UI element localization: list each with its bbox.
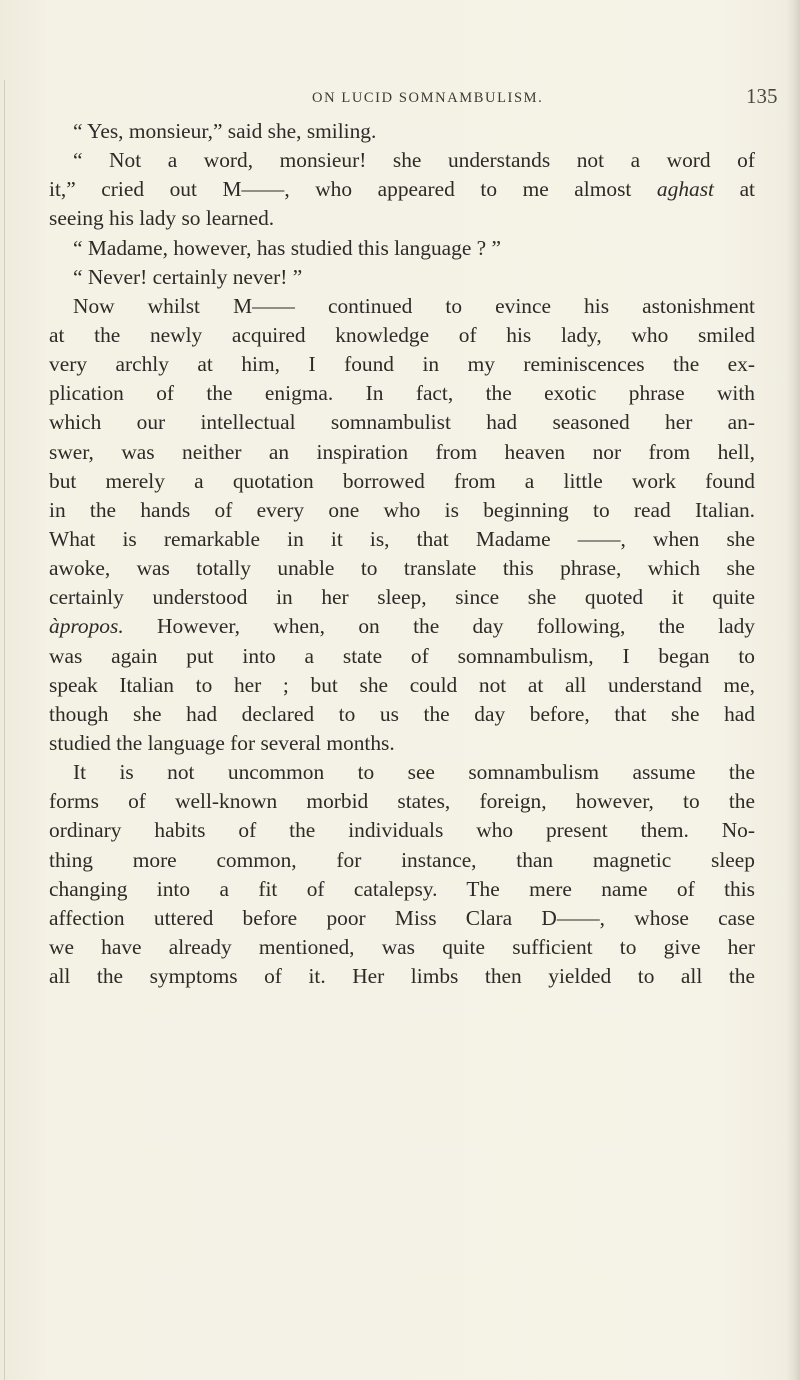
page-number: 135 xyxy=(746,84,778,108)
text-line: we have already mentioned, was quite sufficient to give her xyxy=(49,934,755,959)
page-edge-line xyxy=(4,80,5,1380)
text-line: affection uttered before poor Miss Clara D——, whose case xyxy=(49,905,755,930)
text-line: was again put into a state of somnambulism, I began to xyxy=(49,643,755,668)
text-line: “ Not a word, monsieur! she understands not a word of xyxy=(73,148,755,173)
italic-word: aghast xyxy=(656,177,714,202)
text-line: “ Never! certainly never! ” xyxy=(73,264,303,289)
text-line xyxy=(49,612,755,641)
text-line xyxy=(49,175,755,204)
body-text xyxy=(49,117,755,991)
italic-word: àpropos. xyxy=(49,614,124,639)
text-line: very archly at him, I found in my reminiscences the ex- xyxy=(49,352,755,377)
text-line: thing more common, for instance, than magnetic sleep xyxy=(49,847,755,872)
text-line: Now whilst M—— continued to evince his astonishment xyxy=(73,293,755,318)
text-span: at xyxy=(739,177,755,202)
text-line: all the symptoms of it. Her limbs then yielded to all the xyxy=(49,964,755,989)
text-line: changing into a fit of catalepsy. The mere name of this xyxy=(49,876,755,901)
text-line: at the newly acquired knowledge of his lady, who smiled xyxy=(49,322,755,347)
text-line: speak Italian to her ; but she could not at all understand me, xyxy=(49,672,755,697)
text-line: What is remarkable in it is, that Madame ——, when she xyxy=(49,526,755,551)
running-head: ON LUCID SOMNAMBULISM. xyxy=(312,90,544,106)
text-line: ordinary habits of the individuals who present them. No- xyxy=(49,818,755,843)
text-line: It is not uncommon to see somnambulism assume the xyxy=(73,760,755,785)
text-line: “ Yes, monsieur,” said she, smiling. xyxy=(73,119,377,143)
text-line: “ Madame, however, has studied this language ? ” xyxy=(73,235,502,260)
text-line: though she had declared to us the day before, that she had xyxy=(49,701,755,726)
page-edge-shadow xyxy=(786,0,800,1380)
text-line: certainly understood in her sleep, since she quoted it quite xyxy=(49,585,755,610)
text-line: but merely a quotation borrowed from a little work found xyxy=(49,468,755,493)
text-line: swer, was neither an inspiration from heaven nor from hell, xyxy=(49,439,755,464)
text-line: in the hands of every one who is beginning to read Italian. xyxy=(49,497,755,522)
text-line: forms of well-known morbid states, foreign, however, to the xyxy=(49,789,755,814)
text-line: seeing his lady so learned. xyxy=(49,206,275,231)
text-line: studied the language for several months. xyxy=(49,730,395,755)
text-line: plication of the enigma. In fact, the exotic phrase with xyxy=(49,381,755,406)
text-line: which our intellectual somnambulist had seasoned her an- xyxy=(49,410,755,435)
text-line: awoke, was totally unable to translate this phrase, which she xyxy=(49,556,755,581)
text-span: However, when, on the day following, the lady xyxy=(157,614,755,639)
text-span: it,” cried out M——, who appeared to me almost xyxy=(49,177,632,202)
